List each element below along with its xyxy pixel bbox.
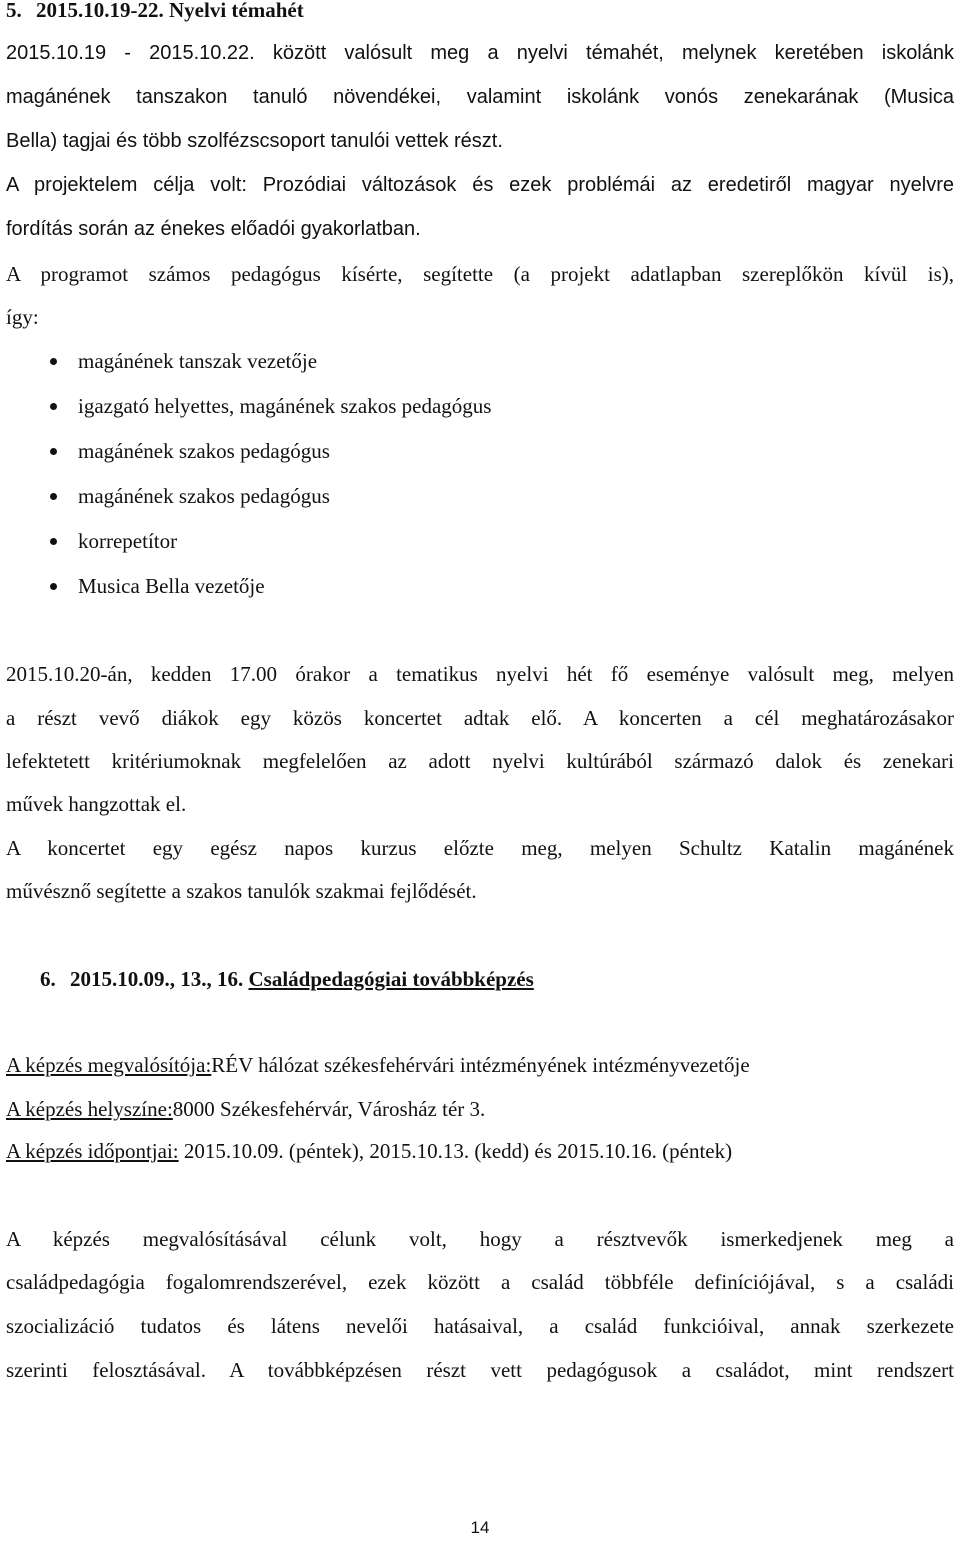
bullet-icon (50, 403, 57, 410)
section-5-title: 2015.10.19-22. Nyelvi témahét (36, 0, 304, 22)
s5-p4-line-1: 2015.10.20-án, kedden 17.00 órakor a tematikus nyelvi hét fő eseménye valósult meg, melyen (6, 662, 954, 686)
detail-value: RÉV hálózat székesfehérvári intézményének intézményvezetője (211, 1053, 750, 1077)
s5-p1-line-2: magánének tanszakon tanuló növendékei, valamint iskolánk vonós zenekarának (Musica (6, 86, 954, 108)
bullet-text: igazgató helyettes, magánének szakos pedagógus (78, 394, 492, 418)
s5-p3-line-1: A programot számos pedagógus kísérte, segítette (a projekt adatlapban szereplőkön kívül is), (6, 262, 954, 286)
detail-label: A képzés megvalósítója: (6, 1053, 212, 1077)
bullet-icon (50, 493, 57, 500)
section-5-number: 5. (6, 0, 22, 22)
s6-p1-line-2: családpedagógia fogalomrendszerével, ezek között a család többféle definíciójával, s a családi (6, 1270, 954, 1294)
s5-p2-line-2: fordítás során az énekes előadói gyakorlatban. (6, 218, 421, 240)
section-6-title: Családpedagógiai továbbképzés (248, 967, 534, 991)
s5-p4-line-3: lefektetett kritériumoknak megfelelően az adott nyelvi kultúrából származó dalok és zenekari (6, 749, 954, 773)
detail-row-dates (6, 1139, 732, 1164)
bullet-icon (50, 358, 57, 365)
bullet-text: magánének szakos pedagógus (78, 484, 330, 508)
section-6-title-plain: 2015.10.09., 13., 16. (70, 967, 244, 991)
s5-p4-line-4: művek hangzottak el. (6, 792, 187, 816)
detail-value: 2015.10.09. (péntek), 2015.10.13. (kedd) és 2015.10.16. (péntek) (183, 1139, 733, 1163)
detail-label: A képzés helyszíne: (6, 1097, 173, 1121)
s6-p1-line-1: A képzés megvalósításával célunk volt, hogy a résztvevők ismerkedjenek meg a (6, 1227, 954, 1251)
detail-row-location (6, 1097, 485, 1122)
bullet-icon (50, 538, 57, 545)
section-6-number: 6. (40, 967, 56, 991)
bullet-text: Musica Bella vezetője (78, 574, 265, 598)
bullet-icon (50, 583, 57, 590)
s5-p5-line-1: A koncertet egy egész napos kurzus előzte meg, melyen Schultz Katalin magánének (6, 836, 954, 860)
s6-p1-line-3: szocializáció tudatos és látens nevelői hatásaival, a család funkcióival, annak szerkezete (6, 1314, 954, 1338)
s5-p2-line-1: A projektelem célja volt: Prozódiai változások és ezek problémái az eredetiről magyar nyelvre (6, 174, 954, 196)
s5-p1-line-3: Bella) tagjai és több szolfézscsoport tanulói vettek részt. (6, 130, 503, 152)
section-5-heading (6, 0, 304, 23)
s5-p4-line-2: a részt vevő diákok egy közös koncertet adtak elő. A koncerten a cél meghatározásakor (6, 706, 954, 730)
s5-p5-line-2: művésznő segítette a szakos tanulók szakmai fejlődését. (6, 879, 477, 903)
s5-p3-line-2: így: (6, 305, 39, 329)
detail-label: A képzés időpontjai: (6, 1139, 179, 1163)
bullet-text: magánének szakos pedagógus (78, 439, 330, 463)
s5-p1-line-1: 2015.10.19 - 2015.10.22. között valósult meg a nyelvi témahét, melynek keretében iskolánk (6, 42, 954, 64)
bullet-icon (50, 448, 57, 455)
s6-p1-line-4: szerinti felosztásával. A továbbképzésen részt vett pedagógusok a családot, mint rendszert (6, 1358, 954, 1382)
page-number: 14 (470, 1518, 490, 1537)
section-6-heading (40, 967, 534, 992)
detail-row-provider (6, 1053, 750, 1078)
bullet-text: magánének tanszak vezetője (78, 349, 318, 373)
detail-value: 8000 Székesfehérvár, Városház tér 3. (172, 1097, 486, 1121)
bullet-text: korrepetítor (78, 529, 178, 553)
